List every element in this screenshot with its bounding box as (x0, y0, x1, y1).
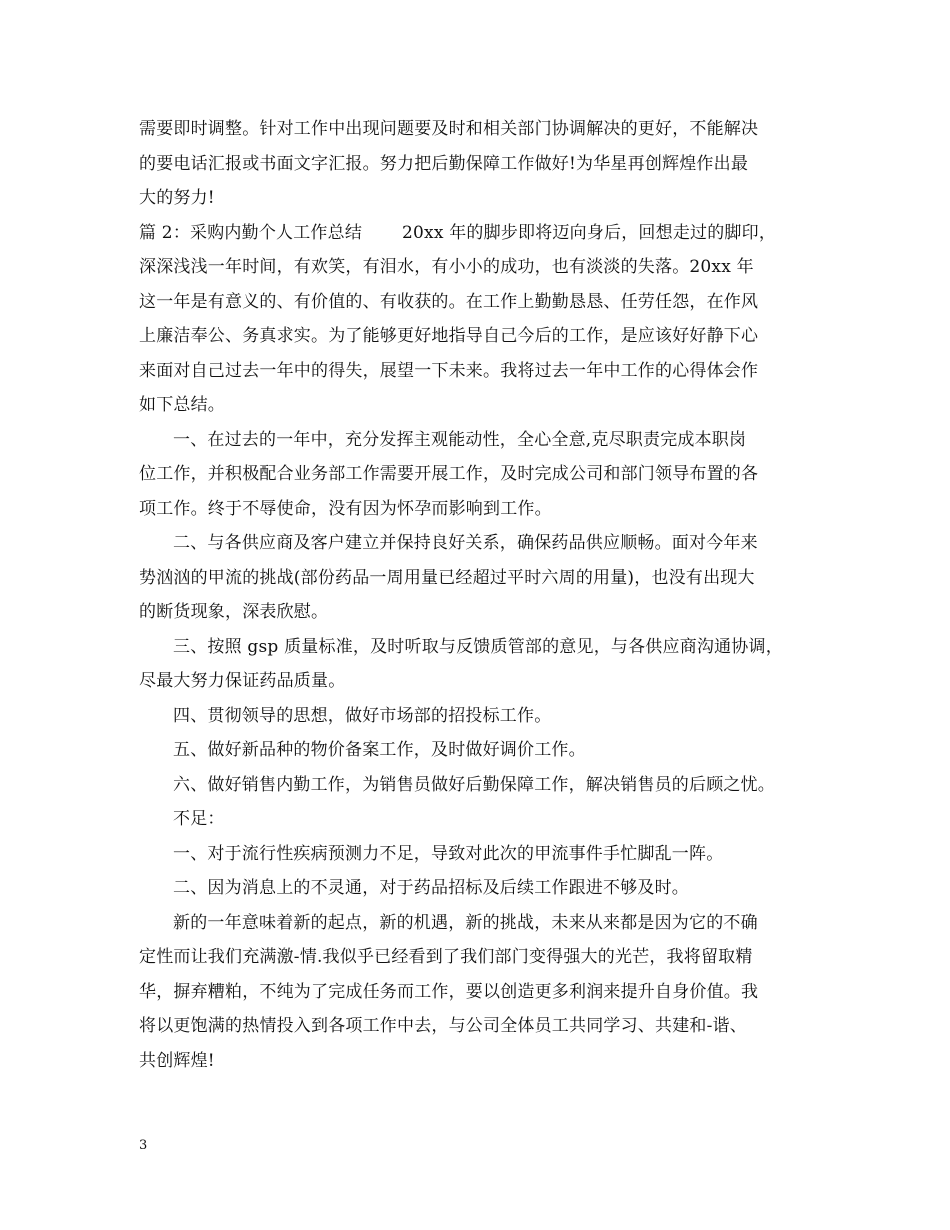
text-line: 的要电话汇报或书面文字汇报。努力把后勤保障工作做好!为华星再创辉煌作出最 (139, 153, 749, 174)
text-line: 四、贯彻领导的思想，做好市场部的招投标工作。 (173, 705, 552, 726)
text-line: 位工作，并积极配合业务部工作需要开展工作，及时完成公司和部门领导布置的各 (139, 464, 759, 484)
text-line: 三、按照 gsp 质量标准，及时听取与反馈质管部的意见，与各供应商沟通协调， (173, 636, 783, 657)
text-line: 的断货现象，深表欣慰。 (139, 602, 329, 622)
text-line: 上廉洁奉公、务真求实。为了能够更好地指导自己今后的工作，是应该好好静下心 (139, 326, 759, 346)
text-line: 一、对于流行性疾病预测力不足，导致对此次的甲流事件手忙脚乱一阵。 (173, 843, 724, 864)
text-line: 六、做好销售内勤工作，为销售员做好后勤保障工作，解决销售员的后顾之忧。 (173, 774, 775, 795)
text-line: 需要即时调整。针对工作中出现问题要及时和相关部门协调解决的更好，不能解决 (139, 119, 759, 139)
text-line: 一、在过去的一年中，充分发挥主观能动性，全心全意,克尽职责完成本职岗 (173, 429, 747, 450)
text-line: 如下总结。 (139, 395, 225, 415)
text-line: 二、因为消息上的不灵通，对于药品招标及后续工作跟进不够及时。 (173, 878, 689, 898)
text-line: 新的一年意味着新的起点，新的机遇，新的挑战，未来从来都是因为它的不确 (173, 912, 758, 933)
document-body (139, 112, 811, 1078)
text-line: 来面对自己过去一年中的得失，展望一下未来。我将过去一年中工作的心得体会作 (139, 360, 759, 381)
text-line: 项工作。终于不辱使命，没有因为怀孕而影响到工作。 (139, 498, 552, 519)
text-line: 华，摒弃糟粕，不纯为了完成任务而工作，要以创造更多利润来提升自身价值。我 (139, 981, 759, 1002)
text-line: 这一年是有意义的、有价值的、有收获的。在工作上勤勤恳恳、任劳任怨，在作风 (139, 291, 759, 312)
text-line: 尽最大努力保证药品质量。 (139, 671, 346, 691)
text-line: 势汹汹的甲流的挑战(部份药品一周用量已经超过平时六周的用量)，也没有出现大 (139, 567, 755, 588)
text-line: 将以更饱满的热情投入到各项工作中去，与公司全体员工共同学习、共建和-谐、 (139, 1016, 747, 1036)
text-line: 定性而让我们充满激-情.我似乎已经看到了我们部门变得强大的光芒，我将留取精 (139, 947, 753, 967)
page-number: 3 (139, 1138, 148, 1153)
text-line: 大的努力! (139, 188, 215, 208)
text-line: 深深浅浅一年时间，有欢笑，有泪水，有小小的成功，也有淡淡的失落。20xx 年 (139, 257, 754, 277)
text-line: 不足： (173, 809, 225, 829)
text-line: 二、与各供应商及客户建立并保持良好关系，确保药品供应顺畅。面对今年来 (173, 533, 758, 553)
text-line: 五、做好新品种的物价备案工作，及时做好调价工作。 (173, 740, 586, 760)
text-line: 共创辉煌! (139, 1050, 215, 1071)
text-line: 篇 2：采购内勤个人工作总结 20xx 年的脚步即将迈向身后，回想走过的脚印， (139, 222, 777, 243)
